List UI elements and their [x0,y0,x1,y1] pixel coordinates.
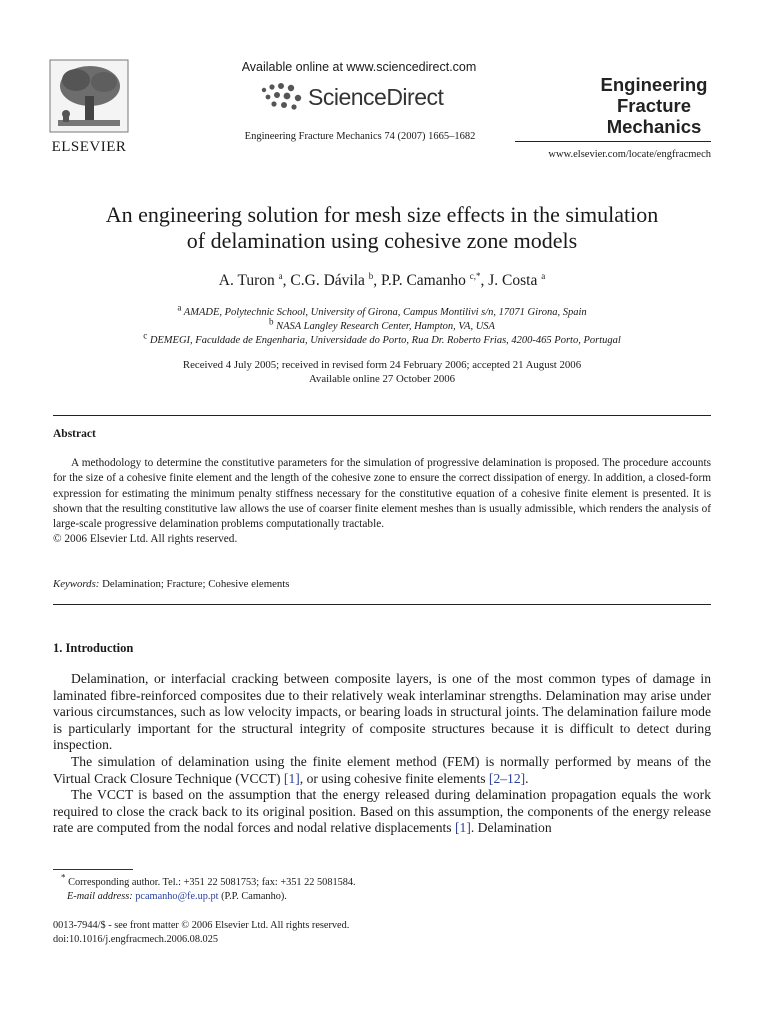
section-heading-introduction: 1. Introduction [53,641,134,655]
author[interactable]: J. Costa $^a$ [488,270,546,289]
citation-link[interactable]: [1] [455,820,471,836]
sciencedirect-logo [258,80,478,114]
affiliation-c: $^c$ DEMEGI, Faculdade de Engenharia, Universidade do Porto, Rua Dr. Roberto Frias, 4200-465 Porto, Portugal [143,330,621,346]
intro-paragraph-1: Delamination, or interfacial cracking between composite layers, is one of the most common types of damage in laminated fibre-reinforced composites due to their relatively weak interlaminar strengths. Delamination may arise under various circumstances, such as low velocity impacts, or bearing loads in structural joints. The delamination failure mode is particularly important for the structural integrity of composite structures because it is difficult to detect during inspection. [53,671,711,753]
intro-paragraph-2: The simulation of delamination using the finite element method (FEM) is normally performed by means of the Virtual Crack Closure Technique (VCCT) [1], or using cohesive finite elements [2–12]. [53,753,711,786]
email-link[interactable]: pcamanho@fe.up.pt [135,890,219,902]
journal-citation: Engineering Fracture Mechanics 74 (2007) 1665–1682 [244,131,476,142]
available-online-text: Available online at www.sciencedirect.com [241,60,477,74]
affiliation-a: $^a$ AMADE, Polytechnic School, University of Girona, Campus Montilivi s/n, 17071 Girona, Spain [177,302,587,318]
citation-link[interactable]: [1] [283,770,300,786]
article-title-line-2: of delamination using cohesive zone models [186,228,578,253]
sciencedirect-wordmark: ScienceDirect [308,84,444,110]
corresponding-author-note: * Corresponding author. Tel.: +351 22 5081753; fax: +351 22 5081584. [61,872,356,888]
received-dates [40,358,724,386]
author[interactable]: A. Turon $^a$, [218,270,291,289]
journal-name-line-2: Fracture [616,95,692,116]
issn-line: 0013-7944/$ - see front matter © 2006 Elsevier Ltd. All rights reserved. [53,920,350,931]
publisher-name: ELSEVIER [51,139,127,155]
abstract-bottom-rule [53,604,711,605]
journal-url[interactable]: www.elsevier.com/locate/engfracmech [548,149,711,160]
doi-line[interactable]: doi:10.1016/j.engfracmech.2006.08.025 [53,934,219,945]
abstract-copyright: © 2006 Elsevier Ltd. All rights reserved. [53,533,238,546]
footnote-rule [53,869,133,870]
introduction-body [53,671,711,837]
author[interactable]: C.G. Dávila $^b$, [290,270,382,289]
email-note: E-mail address: pcamanho@fe.up.pt (P.P. Camanho). [67,890,287,902]
abstract-heading: Abstract [53,428,96,440]
elsevier-logo [48,58,130,155]
affiliation-b: $^b$ NASA Langley Research Center, Hampton, VA, USA [269,316,495,332]
page-footer [53,919,711,947]
sciencedirect-dots-icon [258,82,308,112]
elsevier-tree-icon [48,58,130,134]
author[interactable]: P.P. Camanho $^{c,*}$, [381,270,489,289]
journal-name [584,74,724,137]
header-rule [515,141,711,142]
keywords-list: Delamination; Fracture; Cohesive elements [102,578,290,590]
citation-link[interactable]: [2–12] [488,770,526,786]
keywords-label: Keywords: [53,578,100,590]
author-list [40,272,724,290]
keywords [53,578,289,590]
journal-name-line-1: Engineering [600,74,708,95]
intro-paragraph-3: The VCCT is based on the assumption that the energy released during delamination propagation equals the work required to close the crack back to its original position. Based on this assumption, the components of the energy release rate are computed from the nodal forces and nodal relative displacements [1]. Delamination [53,787,711,836]
journal-name-line-3: Mechanics [606,116,702,137]
article-title [30,202,734,254]
abstract-text: A methodology to determine the constitutive parameters for the simulation of progressive delamination is proposed. The procedure accounts for the size of a cohesive finite element and the length of the cohesive zone to ensure the correct dissipation of energy. In addition, a closed-form expression for estimating the minimum penalty stiffness necessary for the constitutive equation of a cohesive finite element is presented. It is shown that the resulting constitutive law allows the use of coarser finite element meshes than is usually admissible, which renders the analysis of large-scale progressive delamination problems computationally tractable. [53,457,711,531]
footnote [53,872,711,903]
abstract-body [53,456,711,548]
received-line: Received 4 July 2005; received in revised form 24 February 2006; accepted 21 August 2006 [182,359,582,371]
article-title-line-1: An engineering solution for mesh size effects in the simulation [105,202,659,227]
abstract-top-rule [53,415,711,416]
affiliations [40,302,724,348]
available-line: Available online 27 October 2006 [308,373,456,385]
